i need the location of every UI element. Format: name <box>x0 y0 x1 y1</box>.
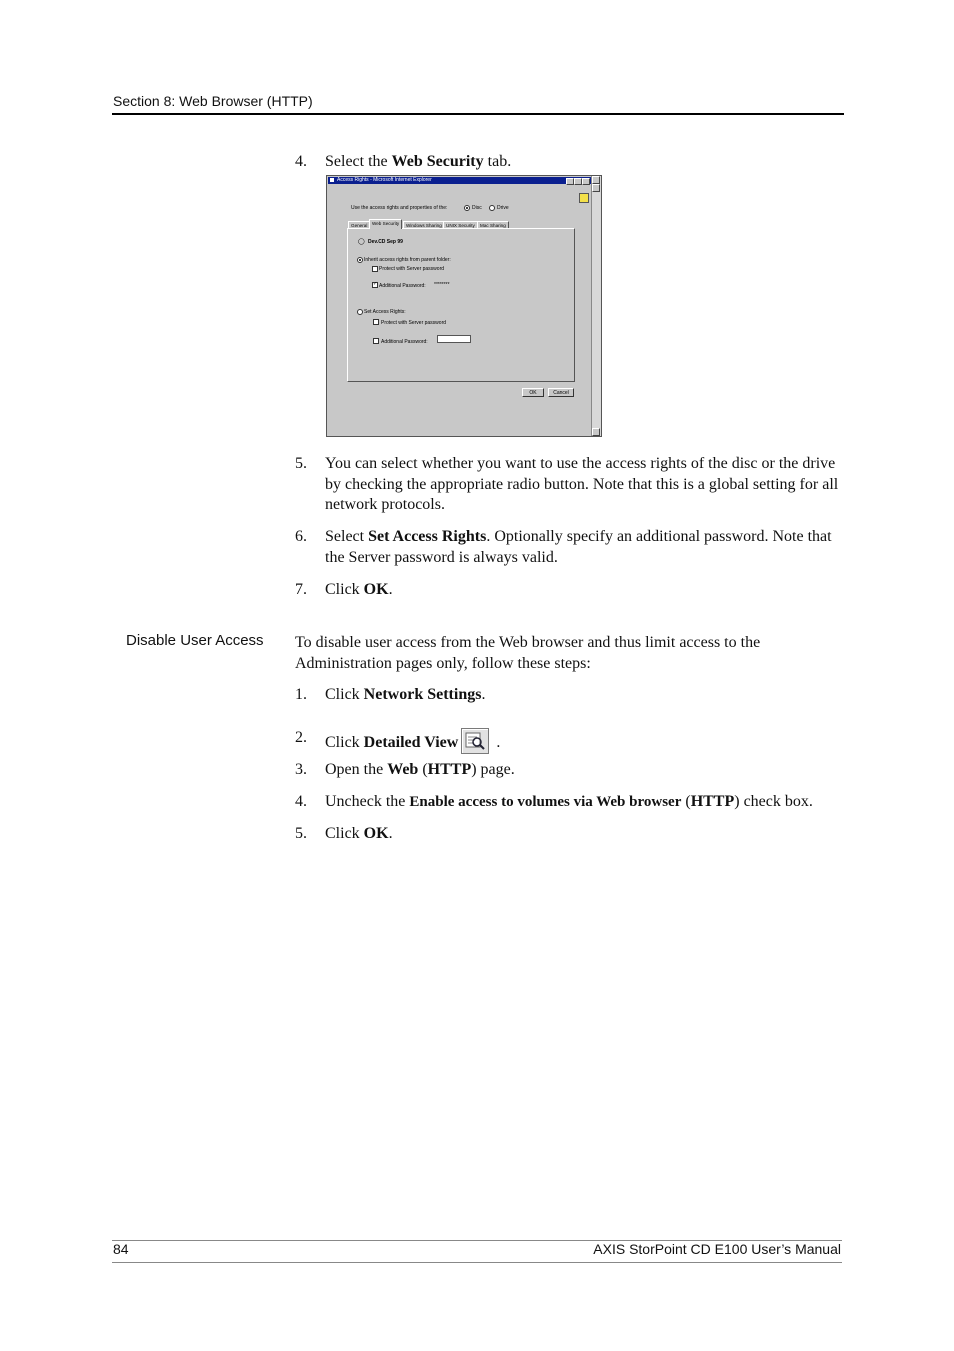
disable-step-1 <box>295 685 845 706</box>
step-text: ) check box. <box>734 793 813 810</box>
step-6-set-access <box>295 527 845 568</box>
dialog-title: Access Rights - Microsoft Internet Explorer <box>337 177 432 183</box>
step-text: Click <box>325 825 364 842</box>
footer-rule <box>112 1262 842 1263</box>
step-number: 6. <box>295 528 307 545</box>
drive-label: Drive <box>497 205 509 211</box>
item-icon: ◯ <box>358 239 365 245</box>
cancel-button[interactable]: Cancel <box>548 388 574 397</box>
step-text: Click <box>325 686 364 703</box>
step-bold: HTTP <box>690 793 735 810</box>
step-text: . <box>481 686 486 703</box>
addpw-value: ******** <box>434 282 450 288</box>
step-text: . <box>388 825 393 842</box>
maximize-icon[interactable] <box>574 178 582 185</box>
protect-label: Protect with Server password <box>379 266 445 272</box>
ok-button[interactable]: OK <box>522 388 544 397</box>
step-bold: Web <box>387 761 419 778</box>
set-access-label: Set Access Rights: <box>364 309 406 315</box>
use-label: Use the access rights and properties of the: <box>351 205 448 211</box>
disable-step-2 <box>295 728 845 754</box>
tab-panel <box>347 228 575 382</box>
step-number: 4. <box>295 793 307 810</box>
disable-step-3 <box>295 760 845 781</box>
step-text: You can select whether you want to use the access rights of the disc or the drive by checking the appropriate radio button. Note that this is a global setting for all network protocols. <box>325 455 839 513</box>
addpw2-label: Additional Password: <box>381 339 428 345</box>
tab-mac-sharing[interactable]: Mac Sharing <box>477 221 509 229</box>
step-bold: OK <box>363 825 389 842</box>
item-name: Dev.CD Sep 99 <box>368 239 403 245</box>
addpw-checkbox[interactable] <box>372 282 378 288</box>
ie-icon <box>330 178 334 182</box>
running-header: Section 8: Web Browser (HTTP) <box>113 93 313 109</box>
minimize-icon[interactable] <box>566 178 574 185</box>
step-bold: HTTP <box>427 761 472 778</box>
step-number: 5. <box>295 825 307 842</box>
scroll-up-icon[interactable] <box>592 176 600 184</box>
disable-step-4 <box>295 792 845 813</box>
step-text: Click <box>325 734 364 751</box>
step-text: . <box>492 734 501 751</box>
step-number: 3. <box>295 761 307 778</box>
step-bold: OK <box>363 581 389 598</box>
step-number: 5. <box>295 455 307 472</box>
section-heading: Disable User Access <box>126 632 264 649</box>
disc-radio[interactable] <box>464 205 470 211</box>
protect2-checkbox[interactable] <box>373 319 379 325</box>
disable-step-5 <box>295 824 845 845</box>
step-number: 7. <box>295 581 307 598</box>
close-icon[interactable] <box>582 178 590 185</box>
step-text: Open the <box>325 761 388 778</box>
protect-checkbox[interactable] <box>372 266 378 272</box>
step-text: Select <box>325 528 369 545</box>
help-icon[interactable] <box>579 193 589 203</box>
password-field[interactable] <box>437 335 471 343</box>
addpw2-checkbox[interactable] <box>373 338 379 344</box>
disable-intro: To disable user access from the Web browser and thus limit access to the Administration pages only, follow these steps: <box>295 634 761 672</box>
tab-web-security[interactable]: Web Security <box>369 219 402 229</box>
step-7-click-ok <box>295 580 845 601</box>
inherit-radio[interactable] <box>357 257 363 263</box>
step-bold: Web Security <box>391 153 484 170</box>
step-text: tab. <box>483 153 512 170</box>
page-number: 84 <box>113 1241 129 1257</box>
step-number: 1. <box>295 686 307 703</box>
vertical-scrollbar[interactable] <box>591 176 601 436</box>
access-rights-dialog-screenshot <box>326 175 602 437</box>
step-text: ( <box>681 793 691 810</box>
tab-windows-sharing[interactable]: Windows Sharing <box>403 221 445 229</box>
scroll-up-icon[interactable] <box>592 184 600 192</box>
disc-label: Disc <box>472 205 482 211</box>
dialog-titlebar <box>328 177 591 184</box>
step-text: . Optionally specify an additional password. Note that the Server password is always valid. <box>325 528 832 566</box>
manual-title: AXIS StorPoint CD E100 User’s Manual <box>593 1241 841 1257</box>
detailed-view-icon <box>461 728 489 754</box>
step-bold: Detailed View <box>363 734 459 751</box>
step-4-web-security <box>295 152 845 173</box>
drive-radio[interactable] <box>489 205 495 211</box>
header-rule <box>112 113 844 115</box>
scroll-down-icon[interactable] <box>592 428 600 436</box>
step-bold: Enable access to volumes via Web browser <box>409 794 682 810</box>
step-bold: Set Access Rights <box>368 528 487 545</box>
step-text: . <box>388 581 393 598</box>
step-5-select <box>295 454 845 516</box>
step-text: ( <box>418 761 428 778</box>
step-bold: Network Settings <box>363 686 482 703</box>
tab-unix-security[interactable]: UNIX Security <box>443 221 478 229</box>
step-number: 4. <box>295 153 307 170</box>
step-text: Click <box>325 581 364 598</box>
step-text: Select the <box>325 153 392 170</box>
addpw-label: Additional Password: <box>379 283 426 289</box>
step-text: Uncheck the <box>325 793 410 810</box>
step-number: 2. <box>295 729 307 746</box>
protect2-label: Protect with Server password <box>381 320 447 326</box>
step-text: ) page. <box>471 761 515 778</box>
inherit-label: Inherit access rights from parent folder: <box>364 257 451 263</box>
set-access-radio[interactable] <box>357 309 363 315</box>
tab-general[interactable]: General <box>348 221 370 229</box>
